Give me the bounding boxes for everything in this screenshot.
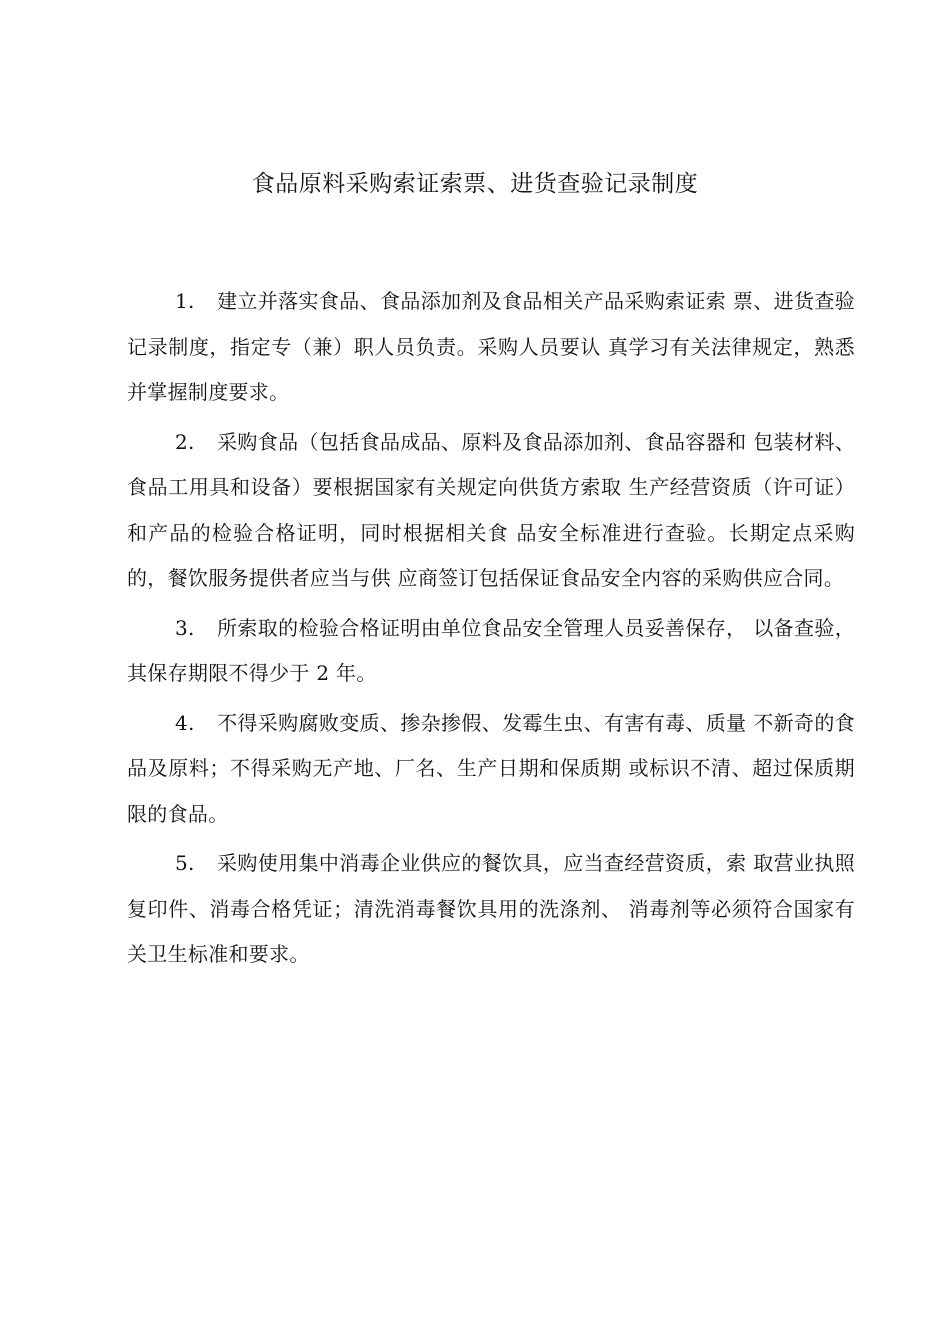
paragraph-number: 3. [175,615,195,640]
paragraph-number: 5. [175,851,195,875]
paragraph-1 [127,279,855,416]
paragraph-text: 不得采购腐败变质、掺杂掺假、发霉生虫、有害有毒、质量 不新奇的食品及原料；不得采购无产地、厂名、生产日期和保质期 或标识不清、超过保质期限的食品。 [127,710,855,826]
paragraph-text: 采购食品（包括食品成品、原料及食品添加剂、食品容器和 包装材料、食品工用具和设备）要根据国家有关规定向供货方索取 生产经营资质（许可证）和产品的检验合格证明，同时根据相关食 品安全标准进行查验。长期定点采购的，餐饮服务提供者应当与供 应商签订包括保证食品安全内容的采购供应合同。 [127,429,855,590]
paragraph-number: 2. [175,429,195,454]
paragraph-number: 1. [175,289,195,313]
paragraph-5 [127,841,855,978]
paragraph-3 [127,606,855,697]
paragraph-2 [127,420,855,602]
paragraph-text: 所索取的检验合格证明由单位食品安全管理人员妥善保存， 以备查验，其保存期限不得少于 2 年。 [127,615,855,685]
paragraph-text: 采购使用集中消毒企业供应的餐饮具，应当查经营资质，索 取营业执照复印件、消毒合格凭证；清洗消毒餐饮具用的洗涤剂、 消毒剂等必须符合国家有关卫生标准和要求。 [127,851,855,966]
paragraph-number: 4. [175,710,195,735]
paragraph-text: 建立并落实食品、食品添加剂及食品相关产品采购索证索 票、进货查验记录制度，指定专（兼）职人员负责。采购人员要认 真学习有关法律规定，熟悉并掌握制度要求。 [127,289,855,404]
document-title: 食品原料采购索证索票、进货查验记录制度 [251,171,699,197]
paragraph-4 [127,701,855,838]
document-body [127,279,855,982]
